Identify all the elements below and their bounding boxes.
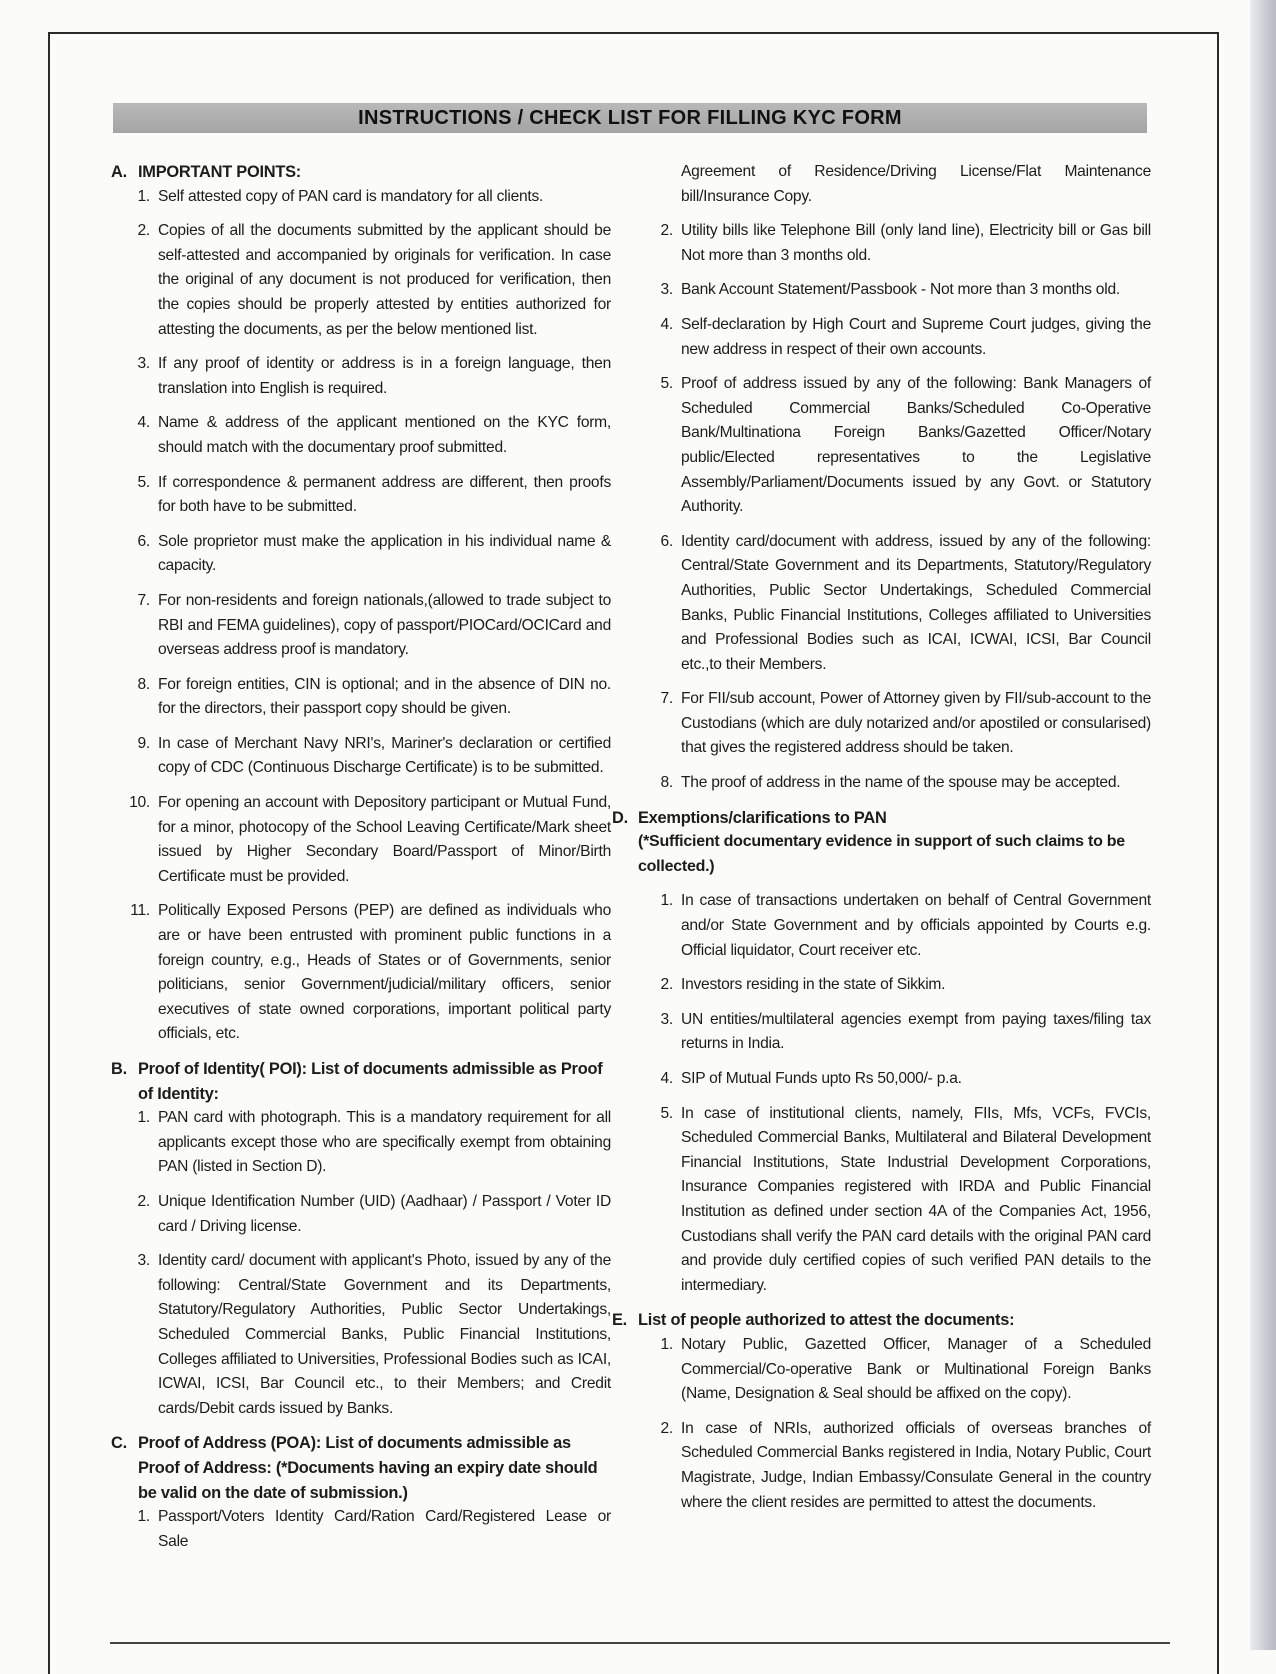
list-item-continued: Agreement of Residence/Driving License/Flat Maintenance bill/Insurance Copy. [681,163,1151,205]
item-text: If any proof of identity or address is in a foreign language, then translation into English is required. [158,355,611,397]
scan-page-edge [1250,0,1276,1650]
section-e-list [647,1333,1151,1515]
item-number: 5. [660,1104,673,1122]
item-text: UN entities/multilateral agencies exempt from paying taxes/filing tax returns in India. [681,1010,1151,1053]
item-text: Notary Public, Gazetted Officer, Manager of a Scheduled Commercial/Co-operative Bank or Multinational Foreign Banks (Name, Designation & Seal should be affixed on the copy). [681,1335,1151,1403]
item-text: In case of Merchant Navy NRI's, Mariner's declaration or certified copy of CDC (Continuous Discharge Certificate) is to be submitted. [158,734,611,777]
item-number: 6. [137,532,150,550]
item-number: 4. [660,1070,673,1087]
list-item [111,185,611,210]
item-number: 10. [129,794,150,812]
list-item [647,530,1151,678]
item-number: 6. [660,532,673,550]
item-number: 3. [137,1252,150,1270]
item-text: The proof of address in the name of the spouse may be accepted. [681,774,1121,792]
list-item [111,673,611,722]
item-number: 3. [137,355,150,373]
list-item [111,411,611,460]
section-a-heading: A. IMPORTANT POINTS: [111,163,301,181]
item-text: SIP of Mutual Funds upto Rs 50,000/- p.a. [681,1070,962,1087]
item-number: 1. [660,892,673,910]
page-title: INSTRUCTIONS / CHECK LIST FOR FILLING KYC FORM [113,103,1147,133]
list-item [647,219,1151,268]
item-number: 2. [660,1419,673,1437]
item-text: Bank Account Statement/Passbook - Not more than 3 months old. [681,281,1120,299]
item-text: Investors residing in the state of Sikkim. [681,976,946,994]
item-text: In case of transactions undertaken on behalf of Central Government and/or State Government and by officials appointed by Courts e.g. Official liquidator, Court receiver etc. [681,892,1151,959]
list-item [647,1333,1151,1407]
list-item [111,899,611,1047]
item-text: PAN card with photograph. This is a mandatory requirement for all applicants except those who are specifically exempt from obtaining PAN (listed in Section D). [158,1109,611,1176]
item-text: Self attested copy of PAN card is mandatory for all clients. [158,187,544,205]
list-item [647,889,1151,963]
list-item [647,1067,1151,1092]
list-item [111,530,611,579]
section-e-heading: E. List of people authorized to attest the documents: [612,1311,1015,1330]
item-number: 1. [660,1335,673,1353]
item-text: Identity card/document with address, issued by any of the following: Central/State Government and its Departments, Statutory/Regulatory Authorities, Public Sector Undertakings, Scheduled Commercial Banks, Public Financial Institutions, Colleges affiliated to Universities and Professional Bodies such as ICAI, ICWAI, ICSI, Bar Council etc.,to their Members. [681,532,1151,673]
item-text: Politically Exposed Persons (PEP) are defined as individuals who are or have been entrusted with prominent public functions in a foreign country, e.g., Heads of States or of Governments, senior politicians, senior Government/judicial/military officers, senior executives of state owned corporations, important political party officials, etc. [158,902,611,1043]
item-text: In case of institutional clients, namely, FIIs, Mfs, VCFs, FVCIs, Scheduled Commercial Banks, Multilateral and Bilateral Development Financial Institutions, State Industrial Development Corporations, Insurance Companies registered with IRDA and Public Financial Institution as defined under section 4A of the Companies Act, 1956, Custodians shall verify the PAN card details with the original PAN card and provide duly certified copies of such verified PAN details to the intermediary. [681,1104,1151,1294]
section-c-heading: C. Proof of Address (POA): List of documents admissible as Proof of Address: (*Documents having an expiry date should be valid on the date of submission.) [111,1434,598,1502]
item-number: 7. [660,690,673,708]
item-text: Name & address of the applicant mentioned on the KYC form, should match with the documentary proof submitted. [158,414,611,456]
list-item [647,973,1151,998]
list-item [111,219,611,342]
item-text: For foreign entities, CIN is optional; and in the absence of DIN no. for the directors, their passport copy should be given. [158,675,611,718]
item-text: Copies of all the documents submitted by the applicant should be self-attested and accompanied by originals for verification. In case the original of any document is not produced for verification, then the copies should be properly attested by entities authorized for attesting the documents, as per the below mentioned list. [158,222,611,338]
item-text: Unique Identification Number (UID) (Aadhaar) / Passport / Voter ID card / Driving license. [158,1192,611,1235]
item-number: 2. [137,1192,150,1210]
list-item [111,791,611,889]
section-b-list [111,1106,611,1421]
list-item [647,372,1151,520]
list-item [647,1008,1151,1057]
list-item [111,732,611,781]
list-item [647,278,1151,303]
item-number: 5. [137,473,150,491]
item-number: 1. [137,1109,150,1127]
list-item [647,771,1151,796]
list-item [111,1249,611,1421]
list-item [111,1190,611,1239]
item-text: Utility bills like Telephone Bill (only land line), Electricity bill or Gas bill Not more than 3 months old. [681,222,1151,264]
item-number: 3. [660,1010,673,1028]
item-text: In case of NRIs, authorized officials of overseas branches of Scheduled Commercial Banks registered in India, Notary Public, Court Magistrate, Judge, Indian Embassy/Consulate General in the country where the client resides are permitted to attest the documents. [681,1419,1151,1511]
item-number: 2. [660,976,673,994]
section-d-heading: D. Exemptions/clarifications to PAN [612,808,887,827]
section-d-list [647,889,1151,1298]
list-item [647,313,1151,362]
section-b-heading: B. Proof of Identity( POI): List of documents admissible as Proof of Identity: [111,1060,603,1103]
item-number: 3. [660,281,673,299]
item-number: 5. [660,375,673,393]
list-item [111,1106,611,1180]
item-number: 8. [660,774,673,792]
item-text: Sole proprietor must make the application in his individual name & capacity. [158,532,611,575]
bottom-divider [110,1642,1170,1644]
item-text: For FII/sub account, Power of Attorney given by FII/sub-account to the Custodians (which are duly notarized and/or apostiled or consularised) that gives the registered address should be taken. [681,690,1151,757]
item-number: 7. [137,591,150,609]
item-number: 2. [660,222,673,240]
item-number: 11. [130,902,150,920]
item-number: 4. [137,414,150,432]
item-number: 4. [660,315,673,333]
item-number: 2. [137,222,150,240]
list-item [111,589,611,663]
item-text: Proof of address issued by any of the following: Bank Managers of Scheduled Commercial Banks/Scheduled Co-Operative Bank/Multinationa Foreign Banks/Gazetted Officer/Notary public/Elected representatives to the Legislative Assembly/Parliament/Documents issued by any Govt. or Statutory Authority. [681,375,1151,516]
list-item [647,687,1151,761]
list-item: 1. Passport/Voters Identity Card/Ration Card/Registered Lease or Sale [137,1508,611,1550]
item-text: For non-residents and foreign nationals,(allowed to trade subject to RBI and FEMA guidelines), copy of passport/PIOCard/OCICard and overseas address proof is mandatory. [158,591,611,659]
section-d-note: (*Sufficient documentary evidence in support of such claims to be collected.) [638,833,1125,875]
item-text: For opening an account with Depository participant or Mutual Fund, for a minor, photocopy of the School Leaving Certificate/Mark sheet issued by Higher Secondary Board/Passport of Minor/Birth Certificate must be provided. [158,794,611,885]
item-number: 8. [137,675,150,693]
item-number: 9. [137,734,150,752]
section-c-list [647,219,1151,795]
right-column [612,160,1151,1525]
item-text: Self-declaration by High Court and Supreme Court judges, giving the new address in respect of their own accounts. [681,315,1151,358]
item-text: If correspondence & permanent address are different, then proofs for both have to be submitted. [158,473,611,516]
list-item [111,352,611,401]
list-item [111,471,611,520]
item-number: 1. [137,187,150,205]
list-item [647,1102,1151,1299]
section-a-list [111,185,611,1047]
list-item [647,1417,1151,1515]
item-text: Identity card/ document with applicant's Photo, issued by any of the following: Central/State Government and its Departments, Statutory/Regulatory Authorities, Public Sector Undertakings, Scheduled Commercial Banks, Public Financial Institutions, Colleges affiliated to Universities, Professional Bodies such as ICAI, ICWAI, ICSI, Bar Council etc., to their Members; and Credit cards/Debit cards issued by Banks. [158,1252,611,1417]
left-column [111,160,611,1564]
